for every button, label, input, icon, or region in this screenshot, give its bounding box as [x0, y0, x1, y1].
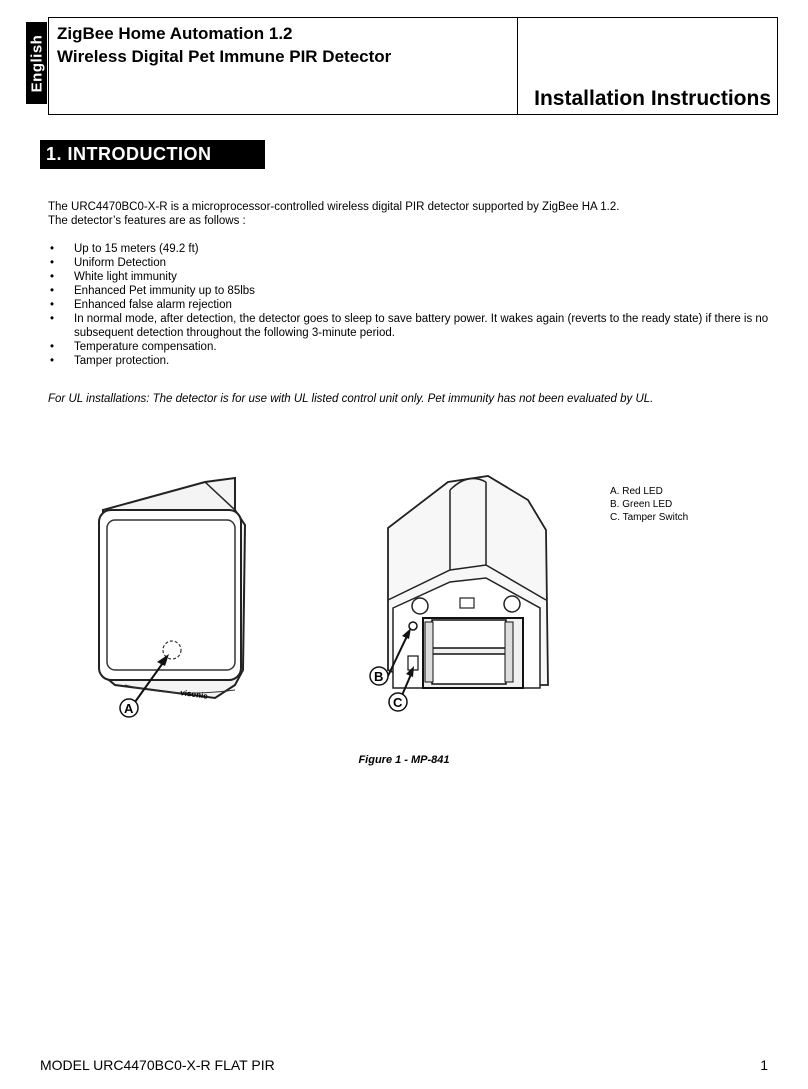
product-line: ZigBee Home Automation 1.2 — [57, 24, 293, 43]
list-item: • Up to 15 meters (49.2 ft) — [48, 242, 778, 256]
legend-item: B. Green LED — [610, 499, 673, 510]
callout-a: A — [124, 701, 134, 716]
list-item: • Temperature compensation. — [48, 340, 778, 354]
figure-legend — [610, 485, 688, 524]
header-divider — [517, 18, 518, 114]
document-header — [48, 17, 778, 115]
ul-installation-note: For UL installations: The detector is for use with UL listed control unit only. Pet immunity has not been evaluated by UL. — [48, 393, 654, 405]
list-item: • White light immunity — [48, 270, 778, 284]
legend-item: C. Tamper Switch — [610, 512, 689, 523]
language-tab — [26, 22, 47, 104]
detector-open-illustration — [368, 470, 558, 720]
footer-model: MODEL URC4470BC0-X-R FLAT PIR — [40, 1057, 275, 1073]
callout-c: C — [393, 695, 403, 710]
callout-b: B — [374, 669, 384, 684]
figure-caption: Figure 1 - MP-841 — [358, 754, 450, 766]
detector-front-illustration — [85, 470, 265, 725]
intro-line-2: The detector’s features are as follows : — [48, 215, 246, 227]
list-item: • Tamper protection. — [48, 354, 778, 368]
list-item: • In normal mode, after detection, the detector goes to sleep to save battery power. It wakes again (reverts to the ready state) if there is no subsequent detection throughout the following 3-minute period. — [48, 312, 778, 340]
list-item: • Uniform Detection — [48, 256, 778, 270]
header-title — [57, 22, 391, 68]
list-item: • Enhanced false alarm rejection — [48, 298, 778, 312]
section-heading: 1. INTRODUCTION — [40, 140, 265, 169]
intro-line-1: The URC4470BC0-X-R is a microprocessor-controlled wireless digital PIR detector supported by ZigBee HA 1.2. — [48, 201, 620, 213]
brand-mark: visonic — [179, 688, 209, 701]
list-item: • Enhanced Pet immunity up to 85lbs — [48, 284, 778, 298]
legend-item: A. Red LED — [610, 486, 663, 497]
document-type: Installation Instructions — [534, 87, 771, 110]
page-number: 1 — [760, 1057, 768, 1073]
language-label: English — [28, 34, 46, 92]
intro-paragraph — [48, 200, 619, 228]
product-name: Wireless Digital Pet Immune PIR Detector — [57, 47, 392, 66]
feature-list — [48, 242, 778, 368]
